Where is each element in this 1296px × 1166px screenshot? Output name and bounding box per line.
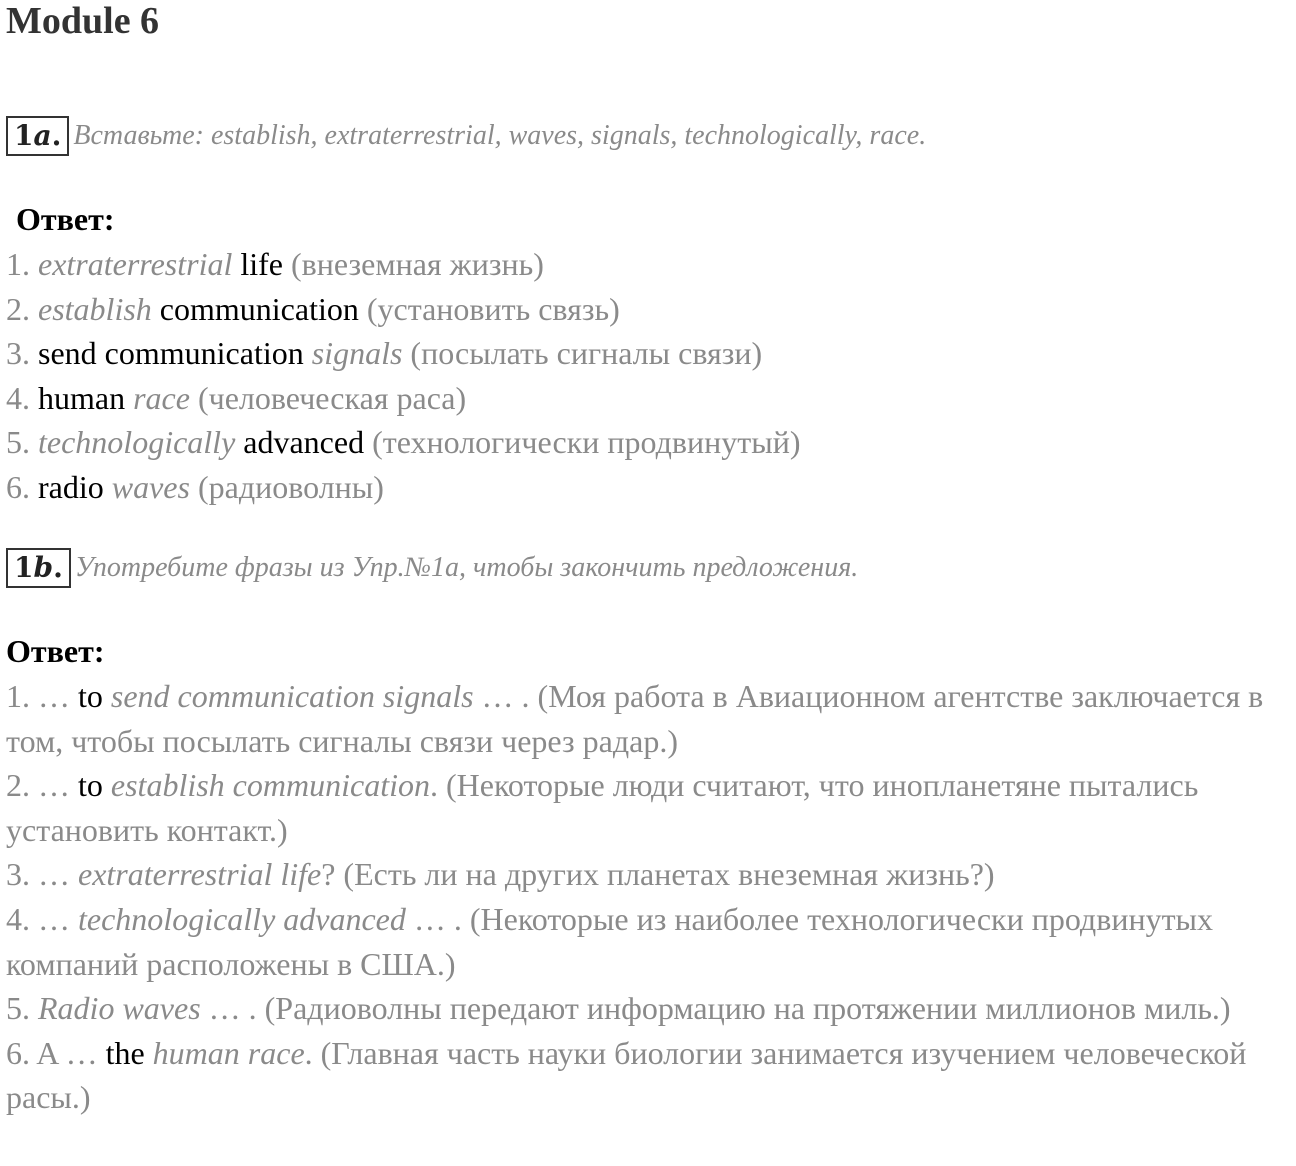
list-item: 3. … extraterrestrial life? (Есть ли на других планетах внеземная жизнь?) bbox=[6, 856, 995, 893]
exercise-1b-answers bbox=[6, 674, 1292, 1120]
exercise-1a-answer-label: Ответ: bbox=[16, 201, 115, 237]
exercise-1b-answer-label: Ответ: bbox=[6, 633, 105, 669]
module-title: Module 6 bbox=[6, 0, 160, 42]
list-item: 4. … technologically advanced … . (Некоторые из наиболее технологически продвинутых компаний расположены в США.) bbox=[6, 900, 1214, 982]
exercise-1b-badge bbox=[6, 548, 71, 588]
exercise-1b-task: Употребите фразы из Упр.№1a, чтобы закончить предложения. bbox=[74, 552, 859, 583]
list-item: 3. send communication signals (посылать сигналы связи) bbox=[6, 335, 763, 372]
list-item: 6. radio waves (радиоволны) bbox=[6, 468, 384, 505]
exercise-1a-answers bbox=[6, 242, 1292, 510]
list-item: 2. … to establish communication. (Некоторые люди считают, что инопланетяне пытались установить контакт.) bbox=[6, 767, 1199, 848]
list-item: 5. Radio waves … . (Радиоволны передают информацию на протяжении миллионов миль.) bbox=[6, 990, 1231, 1027]
exercise-number: 1 bbox=[14, 119, 34, 152]
list-item: 4. human race (человеческая раса) bbox=[6, 379, 467, 416]
exercise-1b-header bbox=[6, 547, 858, 589]
exercise-1a-task: Вставьте: establish, extraterrestrial, waves, signals, technologically, race. bbox=[73, 120, 927, 151]
exercise-letter: a bbox=[33, 119, 52, 152]
list-item: 1. … to send communication signals … . (Моя работа в Авиационном агентстве заключается в том, чтобы посылать сигналы связи через радар.) bbox=[6, 678, 1264, 759]
exercise-1a-badge bbox=[6, 116, 69, 156]
exercise-dot: . bbox=[51, 119, 62, 152]
list-item: 2. establish communication (установить связь) bbox=[6, 290, 620, 327]
exercise-number: 1 bbox=[14, 551, 34, 584]
exercise-dot: . bbox=[53, 551, 63, 584]
list-item: 1. extraterrestrial life (внеземная жизнь) bbox=[6, 246, 544, 282]
exercise-1a-header bbox=[6, 115, 926, 157]
list-item: 6. A … the human race. (Главная часть науки биологии занимается изучением человеческой расы.) bbox=[6, 1034, 1247, 1116]
exercise-letter: b bbox=[33, 551, 54, 584]
list-item: 5. technologically advanced (технологически продвинутый) bbox=[6, 424, 801, 461]
